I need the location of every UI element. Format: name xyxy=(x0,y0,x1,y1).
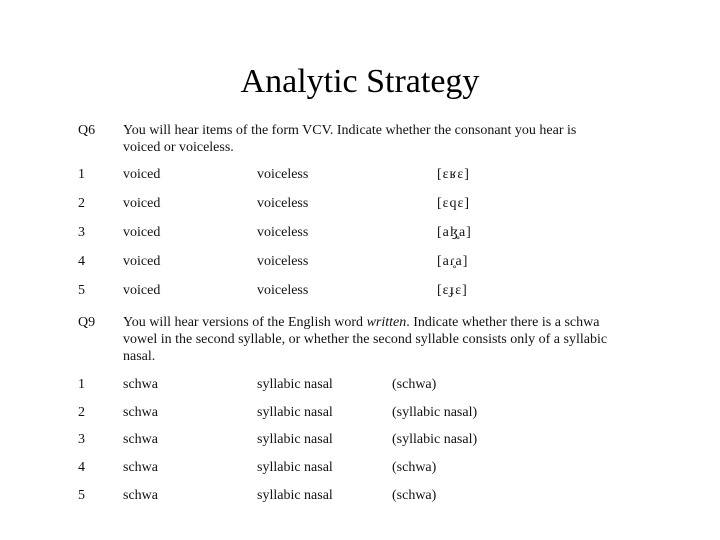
option-syllabic-nasal: syllabic nasal xyxy=(257,460,333,475)
answer-text: (schwa) xyxy=(392,488,437,503)
ipa-transcription: [ɛqɛ] xyxy=(437,196,471,211)
option-syllabic-nasal: syllabic nasal xyxy=(257,377,333,392)
instruction-text: . Indicate whether there is a schwa vowel in the second syllable, or whether the second syllable consists only of a syllabic nasal. xyxy=(123,315,608,364)
item-number: 2 xyxy=(78,405,85,420)
question-instruction: You will hear items of the form VCV. Indicate whether the consonant you hear is voiced or voiceless. xyxy=(123,123,577,155)
option-voiced: voiced xyxy=(123,254,161,269)
question-label: Q6 xyxy=(78,123,96,138)
item-number: 3 xyxy=(78,225,85,240)
option-voiceless: voiceless xyxy=(257,283,309,298)
ipa-transcription: [aɾ̥a] xyxy=(437,254,469,269)
ipa-transcription: [aɮ̥a] xyxy=(437,225,472,240)
option-voiceless: voiceless xyxy=(257,196,309,211)
item-number: 4 xyxy=(78,254,85,269)
option-schwa: schwa xyxy=(123,405,158,420)
ipa-transcription: [ɛʁɛ] xyxy=(437,167,470,182)
option-schwa: schwa xyxy=(123,460,158,475)
answer-text: (schwa) xyxy=(392,460,437,475)
item-number: 1 xyxy=(78,377,85,392)
item-number: 4 xyxy=(78,460,85,475)
option-syllabic-nasal: syllabic nasal xyxy=(257,405,333,420)
option-voiced: voiced xyxy=(123,225,161,240)
option-voiceless: voiceless xyxy=(257,254,309,269)
item-number: 5 xyxy=(78,283,85,298)
option-syllabic-nasal: syllabic nasal xyxy=(257,432,333,447)
option-voiceless: voiceless xyxy=(257,167,309,182)
question-instruction xyxy=(123,314,613,365)
option-voiceless: voiceless xyxy=(257,225,309,240)
question-label: Q9 xyxy=(78,315,96,330)
option-schwa: schwa xyxy=(123,432,158,447)
item-number: 2 xyxy=(78,196,85,211)
option-syllabic-nasal: syllabic nasal xyxy=(257,488,333,503)
instruction-text: You will hear versions of the English word xyxy=(123,315,367,330)
slide-title: Analytic Strategy xyxy=(240,63,480,100)
ipa-transcription: [ɛɟɛ] xyxy=(437,283,468,298)
answer-text: (syllabic nasal) xyxy=(392,432,478,447)
instruction-word: written xyxy=(366,315,407,330)
option-schwa: schwa xyxy=(123,488,158,503)
item-number: 3 xyxy=(78,432,85,447)
option-voiced: voiced xyxy=(123,196,161,211)
option-voiced: voiced xyxy=(123,283,161,298)
option-schwa: schwa xyxy=(123,377,158,392)
item-number: 5 xyxy=(78,488,85,503)
item-number: 1 xyxy=(78,167,85,182)
answer-text: (schwa) xyxy=(392,377,437,392)
answer-text: (syllabic nasal) xyxy=(392,405,478,420)
option-voiced: voiced xyxy=(123,167,161,182)
